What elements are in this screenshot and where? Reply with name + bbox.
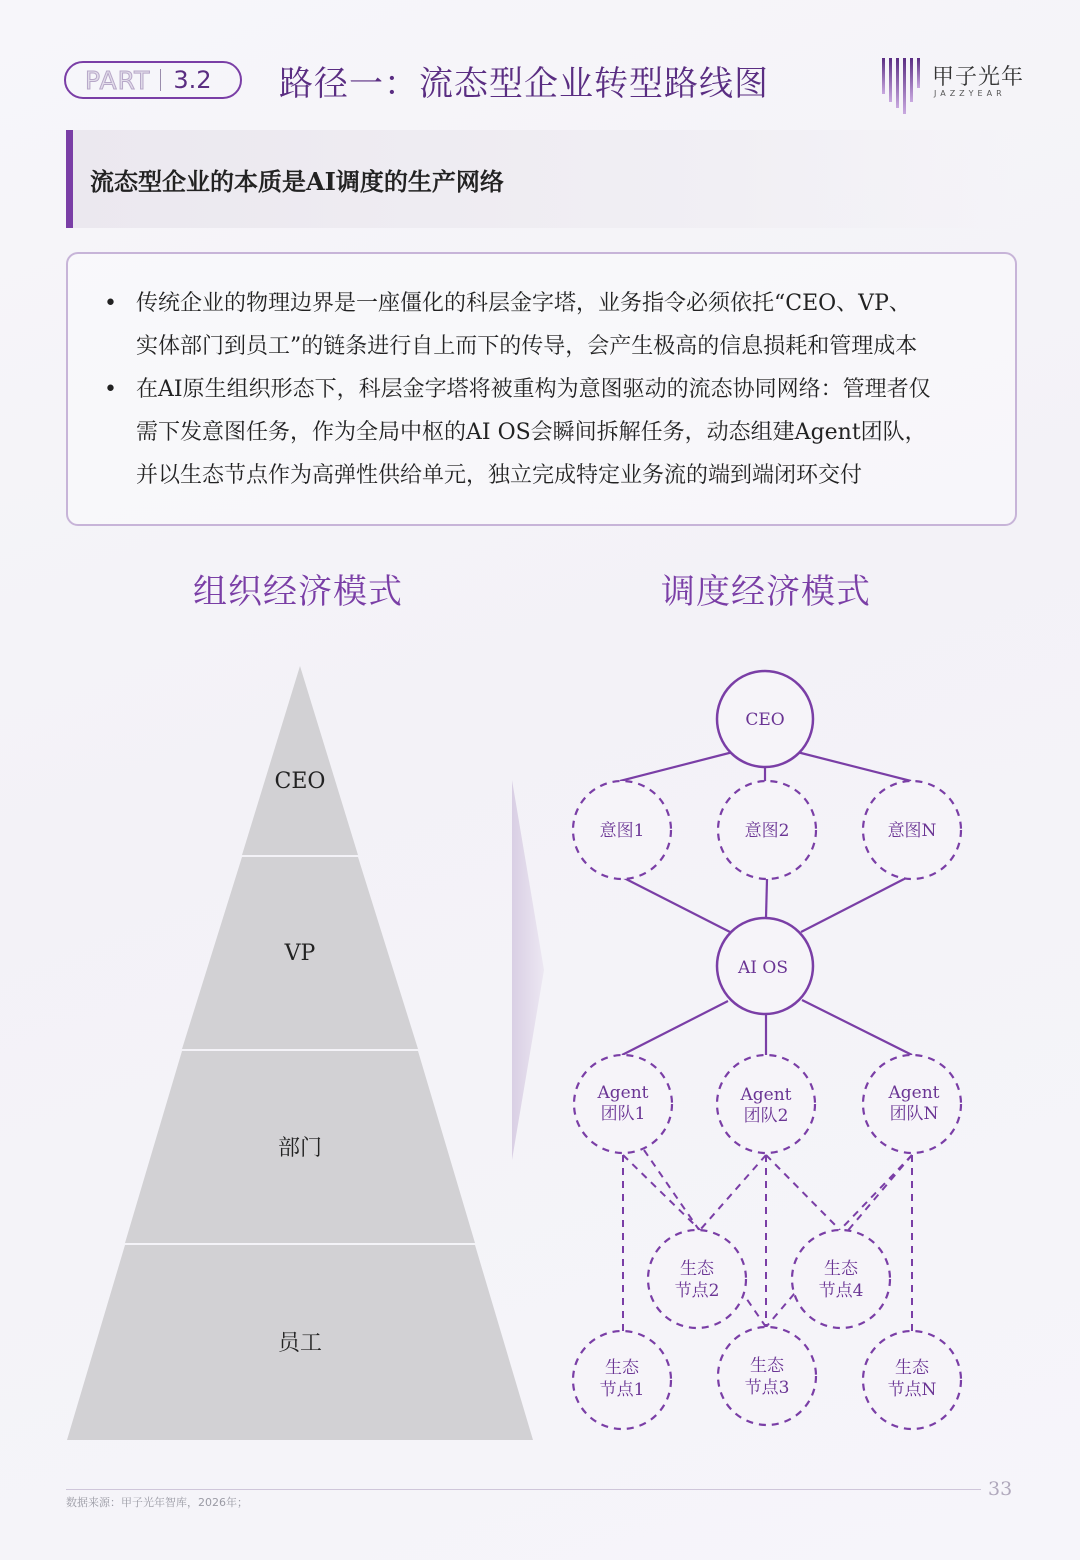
node-eco-3-label-2: 节点3 [744,1378,790,1398]
transition-arrow-icon [512,780,544,1160]
bullet-line: 在AI原生组织形态下，科层金字塔将被重构为意图驱动的流态协同网络：管理者仅 [136,377,931,402]
logo-text-en: JAZZYEAR [934,89,1006,98]
node-intent-n-label: 意图N [887,821,937,841]
page-number: 33 [988,1478,1013,1500]
node-eco-1-label-1: 生态 [605,1358,639,1378]
node-agent-team-1-label-2: 团队1 [600,1104,646,1124]
node-ai-os-label: AI OS [738,958,788,978]
bullet-line: 并以生态节点作为高弹性供给单元，独立完成特定业务流的端到端闭环交付 [136,463,863,488]
node-ceo [717,671,813,767]
node-eco-n [863,1331,961,1429]
pyramid-label-staff: 员工 [277,1331,323,1356]
node-intent-1-label: 意图1 [599,821,645,841]
node-eco-2-label-1: 生态 [680,1259,714,1279]
node-ai-os [717,918,813,1014]
pyramid [67,666,533,1440]
part-label: PART [85,65,151,95]
node-ceo-label: CEO [745,710,785,730]
node-agent-team-2 [717,1055,815,1153]
footer-source: 数据来源：甲子光年智库，2026年； [66,1496,248,1509]
node-agent-team-2-label-2: 团队2 [743,1106,789,1126]
section-title: 流态型企业的本质是AI调度的生产网络 [90,167,504,196]
page-title: 路径一：流态型企业转型路线图 [279,64,769,104]
bullet-dot: • [104,377,117,402]
bullet-dot: • [104,291,117,316]
right-column-title: 调度经济模式 [661,572,871,612]
node-agent-team-2-label-1: Agent [740,1085,792,1105]
node-agent-team-n-label-1: Agent [888,1083,940,1103]
pyramid-level-ceo [242,666,358,855]
node-agent-team-1 [574,1055,672,1153]
node-intent-2 [718,781,816,879]
node-eco-4-label-1: 生态 [824,1259,858,1279]
node-eco-1-label-2: 节点1 [599,1380,645,1400]
bullet-line: 传统企业的物理边界是一座僵化的科层金字塔，业务指令必须依托“CEO、VP、 [136,291,911,316]
part-number: 3.2 [173,66,212,94]
node-eco-3 [718,1327,816,1425]
node-eco-n-label-2: 节点N [887,1380,937,1400]
node-agent-team-n-label-2: 团队N [889,1104,939,1124]
footer-divider [66,1489,981,1490]
bullet-line: 需下发意图任务，作为全局中枢的AI OS会瞬间拆解任务，动态组建Agent团队， [136,420,927,445]
logo-text-cn: 甲子光年 [932,65,1025,90]
node-eco-2-label-2: 节点2 [674,1281,720,1301]
pyramid-label-vp: VP [284,941,316,966]
pyramid-label-dept: 部门 [277,1136,323,1161]
node-intent-1 [573,781,671,879]
left-column-title: 组织经济模式 [193,572,403,612]
pyramid-label-ceo: CEO [274,769,326,794]
node-eco-n-label-1: 生态 [895,1358,929,1378]
node-eco-2 [648,1230,746,1328]
node-eco-1 [573,1331,671,1429]
bullet-line: 实体部门到员工”的链条进行自上而下的传导，会产生极高的信息损耗和管理成本 [136,334,918,359]
node-eco-4 [792,1230,890,1328]
node-eco-4-label-2: 节点4 [818,1281,864,1301]
node-intent-n [863,781,961,879]
node-intent-2-label: 意图2 [744,821,790,841]
node-agent-team-1-label-1: Agent [597,1083,649,1103]
node-eco-3-label-1: 生态 [750,1356,784,1376]
node-agent-team-n [863,1055,961,1153]
